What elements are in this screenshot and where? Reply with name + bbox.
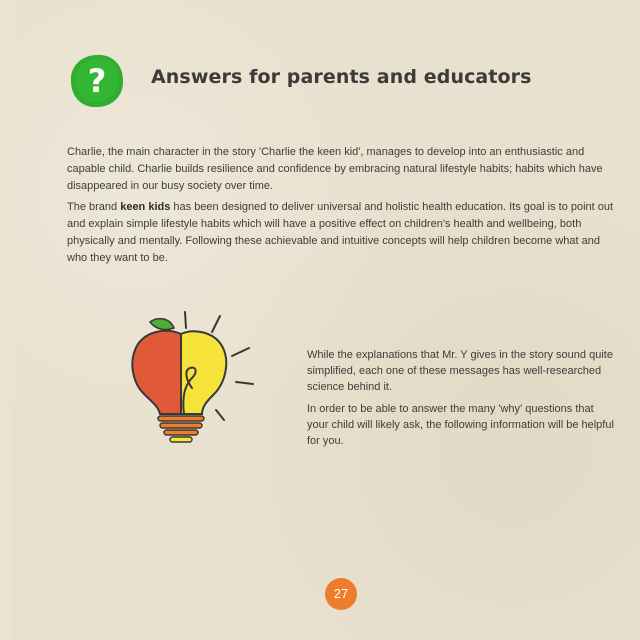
intro-paragraph-2-suffix: has been designed to deliver universal and holistic health education. Its goal is to point out and explain simple lifestyle habits which will have a positive effect on children's health and wellbeing, both physically and mentally. Following these achievable and intuitive concepts will help children become what and who they want to be. bbox=[67, 201, 614, 264]
page-title: Answers for parents and educators bbox=[151, 66, 532, 88]
brand-name: keen kids bbox=[120, 201, 171, 213]
side-paragraph-2: In order to be able to answer the many 'why' questions that your child will likely ask, the following information will be helpful for you. bbox=[307, 403, 614, 447]
question-badge-icon bbox=[68, 52, 126, 110]
side-paragraph-1: While the explanations that Mr. Y gives in the story sound quite simplified, each one of these messages has well-researched science behind it. bbox=[307, 349, 613, 393]
intro-paragraph-1: Charlie, the main character in the story 'Charlie the keen kid', manages to develop into an enthusiastic and capable child. Charlie builds resilience and confidence by embracing natural lifestyle habits; habits which have disappeared in our busy society over time. bbox=[67, 146, 603, 192]
page-number: 27 bbox=[325, 578, 357, 610]
apple-lightbulb-icon bbox=[128, 308, 258, 448]
intro-paragraph-2-prefix: The brand bbox=[67, 201, 121, 213]
svg-text:?: ? bbox=[87, 62, 107, 100]
page bbox=[10, 0, 640, 640]
intro-paragraph-2 bbox=[67, 199, 622, 267]
